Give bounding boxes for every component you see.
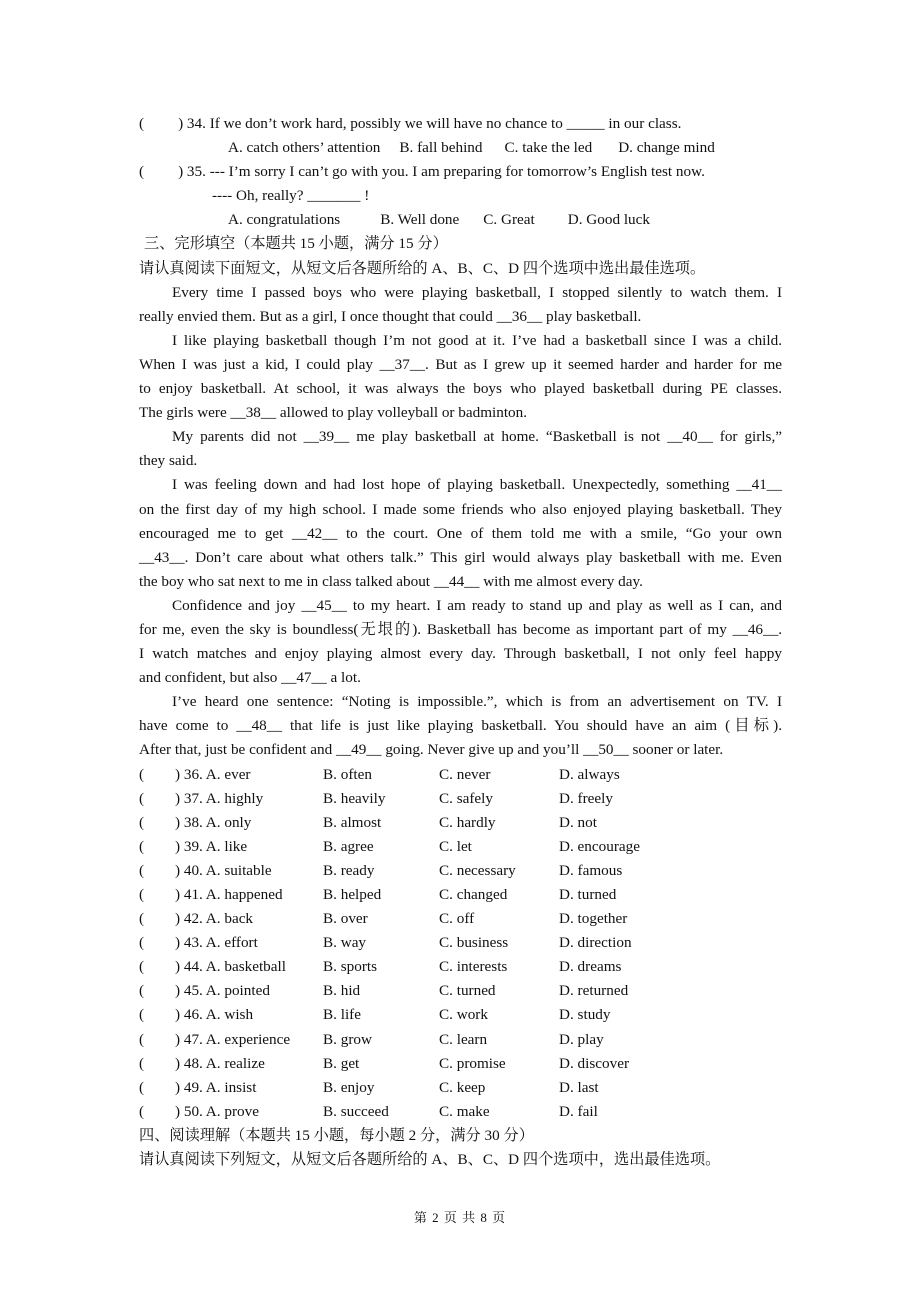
cloze-question-row <box>139 1100 782 1124</box>
option-b: B. ready <box>323 861 375 879</box>
option-c: C. interests <box>439 958 508 976</box>
option-d: D. study <box>559 1006 611 1024</box>
cloze-question-row <box>139 907 782 931</box>
paragraph-4: I was feeling down and had lost hope of playing basketball. Unexpectedly, something __41__ on the first day of my high school. I made some friends who also enjoyed playing basketball. They encouraged me to get __42__ to the court. One of them told me with a smile, “Go your own __43__. Don’t care about what others talk.” This girl would always play basketball with me. Even the boy who sat next to me in class talked about __44__ with me almost every day. <box>139 476 782 590</box>
option-b: B. heavily <box>323 789 386 807</box>
cloze-question-row <box>139 859 782 883</box>
answer-bracket[interactable]: ( <box>139 934 145 952</box>
option-a: ) 41. A. happened <box>175 886 283 903</box>
cloze-options-list <box>139 763 782 1124</box>
answer-bracket[interactable]: ( <box>139 1054 145 1072</box>
option-d: D. encourage <box>559 837 640 855</box>
paragraph-6: I’ve heard one sentence: “Noting is impossible.”, which is from an advertisement on TV. I have come to __48__ that life is just like playing basketball. You should have an aim (目标). After that, just be confident and __49__ going. Never give up and you’ll __50__ sooner or later. <box>139 693 782 759</box>
cloze-question-row <box>139 955 782 979</box>
option-b: B. get <box>323 1054 360 1072</box>
cloze-question-row <box>139 763 782 787</box>
option-d: D. returned <box>559 982 629 1000</box>
option-c: C. let <box>439 837 472 855</box>
answer-bracket[interactable]: ( <box>139 1006 145 1024</box>
paragraph-3: My parents did not __39__ me play basketball at home. “Basketball is not __40__ for girls,” they said. <box>139 428 782 470</box>
option-d: D. last <box>559 1078 599 1096</box>
option-b: B. agree <box>323 837 374 855</box>
option-a: ) 50. A. prove <box>175 1102 259 1120</box>
option-c: C. learn <box>439 1030 488 1048</box>
question-35-options <box>139 208 782 232</box>
answer-bracket[interactable]: ( <box>139 813 145 831</box>
option-a: ) 37. A. highly <box>175 789 264 807</box>
option-b: B. Well done <box>380 211 460 229</box>
option-c: C. turned <box>439 982 496 1000</box>
option-c: C. take the led <box>504 139 593 157</box>
cloze-question-row <box>139 787 782 811</box>
answer-bracket[interactable]: ( <box>139 861 145 879</box>
option-c: C. safely <box>439 789 493 807</box>
option-a: ) 45. A. pointed <box>175 982 270 1000</box>
option-d: D. Good luck <box>567 211 650 229</box>
option-c: C. changed <box>439 886 508 903</box>
cloze-question-row <box>139 931 782 955</box>
option-a: ) 39. A. like <box>175 837 248 855</box>
option-b: B. life <box>323 1006 361 1024</box>
option-c: C. never <box>439 765 491 783</box>
cloze-passage <box>139 281 782 763</box>
cloze-question-row <box>139 883 782 907</box>
option-a: ) 40. A. suitable <box>175 861 272 879</box>
option-c: C. promise <box>439 1054 506 1072</box>
section-3-instruction: 请认真阅读下面短文，从短文后各题所给的 A、B、C、D 四个选项中选出最佳选项。 <box>139 259 706 277</box>
option-a: ) 38. A. only <box>175 813 252 831</box>
option-a: ) 46. A. wish <box>175 1006 254 1024</box>
option-c: C. keep <box>439 1078 486 1096</box>
option-c: C. off <box>439 910 475 928</box>
answer-bracket[interactable]: ( <box>139 1102 145 1120</box>
option-a: ) 44. A. basketball <box>175 958 286 976</box>
option-c: C. business <box>439 934 509 952</box>
option-d: D. play <box>559 1030 604 1048</box>
option-d: D. dreams <box>559 958 622 976</box>
option-d: D. turned <box>559 886 617 903</box>
answer-bracket[interactable]: ( <box>139 910 145 928</box>
cloze-question-row <box>139 811 782 835</box>
option-c: C. necessary <box>439 861 516 879</box>
answer-bracket[interactable]: ( <box>139 1030 145 1048</box>
cloze-question-row <box>139 835 782 859</box>
paragraph-1: Every time I passed boys who were playing basketball, I stopped silently to watch them. I really envied them. But as a girl, I once thought that could __36__ play basketball. <box>139 283 782 325</box>
option-b: B. over <box>323 910 368 928</box>
question-35: ( ) 35. --- I’m sorry I can’t go with you. I am preparing for tomorrow’s English test now. <box>139 163 705 181</box>
section-4-instruction: 请认真阅读下列短文，从短文后各题所给的 A、B、C、D 四个选项中，选出最佳选项。 <box>139 1151 721 1169</box>
option-b: B. almost <box>323 813 382 831</box>
question-34-options <box>139 136 782 160</box>
section-3-title: 三、完形填空（本题共 15 小题，满分 15 分） <box>144 235 448 253</box>
answer-bracket[interactable]: ( <box>139 789 145 807</box>
option-c: C. work <box>439 1006 488 1024</box>
option-d: D. change mind <box>618 139 715 157</box>
answer-bracket[interactable]: ( <box>139 958 145 976</box>
answer-bracket[interactable]: ( <box>139 982 145 1000</box>
option-c: C. hardly <box>439 813 496 831</box>
option-b: B. enjoy <box>323 1078 375 1096</box>
option-b: B. way <box>323 934 367 952</box>
option-a: ) 43. A. effort <box>175 934 258 952</box>
option-d: D. not <box>559 813 597 831</box>
cloze-question-row <box>139 1052 782 1076</box>
option-d: D. fail <box>559 1102 598 1120</box>
option-b: B. helped <box>323 886 382 903</box>
option-a: ) 48. A. realize <box>175 1054 265 1072</box>
option-d: D. discover <box>559 1054 630 1072</box>
option-a: A. catch others’ attention <box>228 139 381 157</box>
option-d: D. freely <box>559 789 613 807</box>
option-b: B. fall behind <box>399 139 483 157</box>
option-b: B. grow <box>323 1030 372 1048</box>
option-a: ) 42. A. back <box>175 910 254 928</box>
cloze-question-row <box>139 979 782 1003</box>
option-d: D. direction <box>559 934 632 952</box>
option-b: B. succeed <box>323 1102 389 1120</box>
section-4-title: 四、阅读理解（本题共 15 小题，每小题 2 分，满分 30 分） <box>139 1126 534 1144</box>
paragraph-2: I like playing basketball though I’m not good at it. I’ve had a basketball since I was a child. When I was just a kid, I could play __37__. But as I grew up it seemed harder and harder for me to enjoy basketball. At school, it was always the boys who played basketball during PE classes. The girls were __38__ allowed to play volleyball or badminton. <box>139 331 782 422</box>
option-c: C. make <box>439 1102 490 1120</box>
option-d: D. famous <box>559 861 623 879</box>
question-34-stem: ( ) 34. If we don’t work hard, possibly we will have no chance to _____ in our class. <box>139 115 682 132</box>
option-d: D. always <box>559 765 620 783</box>
option-b: B. sports <box>323 958 378 976</box>
option-a: A. congratulations <box>228 211 341 229</box>
question-34 <box>139 112 782 136</box>
answer-bracket[interactable]: ( <box>139 1078 145 1096</box>
cloze-question-row <box>139 1028 782 1052</box>
question-35-reply: ---- Oh, really? _______ ! <box>212 187 370 205</box>
option-a: ) 36. A. ever <box>175 765 251 783</box>
option-a: ) 49. A. insist <box>175 1078 257 1096</box>
answer-bracket[interactable]: ( <box>139 837 145 855</box>
paragraph-5: Confidence and joy __45__ to my heart. I am ready to stand up and play as well as I can, and for me, even the sky is boundless(无垠的). Basketball has become as important part of my __46__. I watch matches and enjoy playing almost every day. Through basketball, I not only feel happy and confident, but also __47__ a lot. <box>139 596 782 687</box>
exam-page <box>139 112 782 1172</box>
cloze-question-row <box>139 1003 782 1027</box>
option-b: B. often <box>323 765 372 783</box>
answer-bracket[interactable]: ( <box>139 765 145 783</box>
option-a: ) 47. A. experience <box>175 1030 291 1048</box>
option-b: B. hid <box>323 982 361 1000</box>
cloze-question-row <box>139 1076 782 1100</box>
option-d: D. together <box>559 910 628 928</box>
option-c: C. Great <box>483 211 535 229</box>
answer-bracket[interactable]: ( <box>139 886 145 903</box>
page-footer: 第 2 页 共 8 页 <box>413 1210 507 1225</box>
